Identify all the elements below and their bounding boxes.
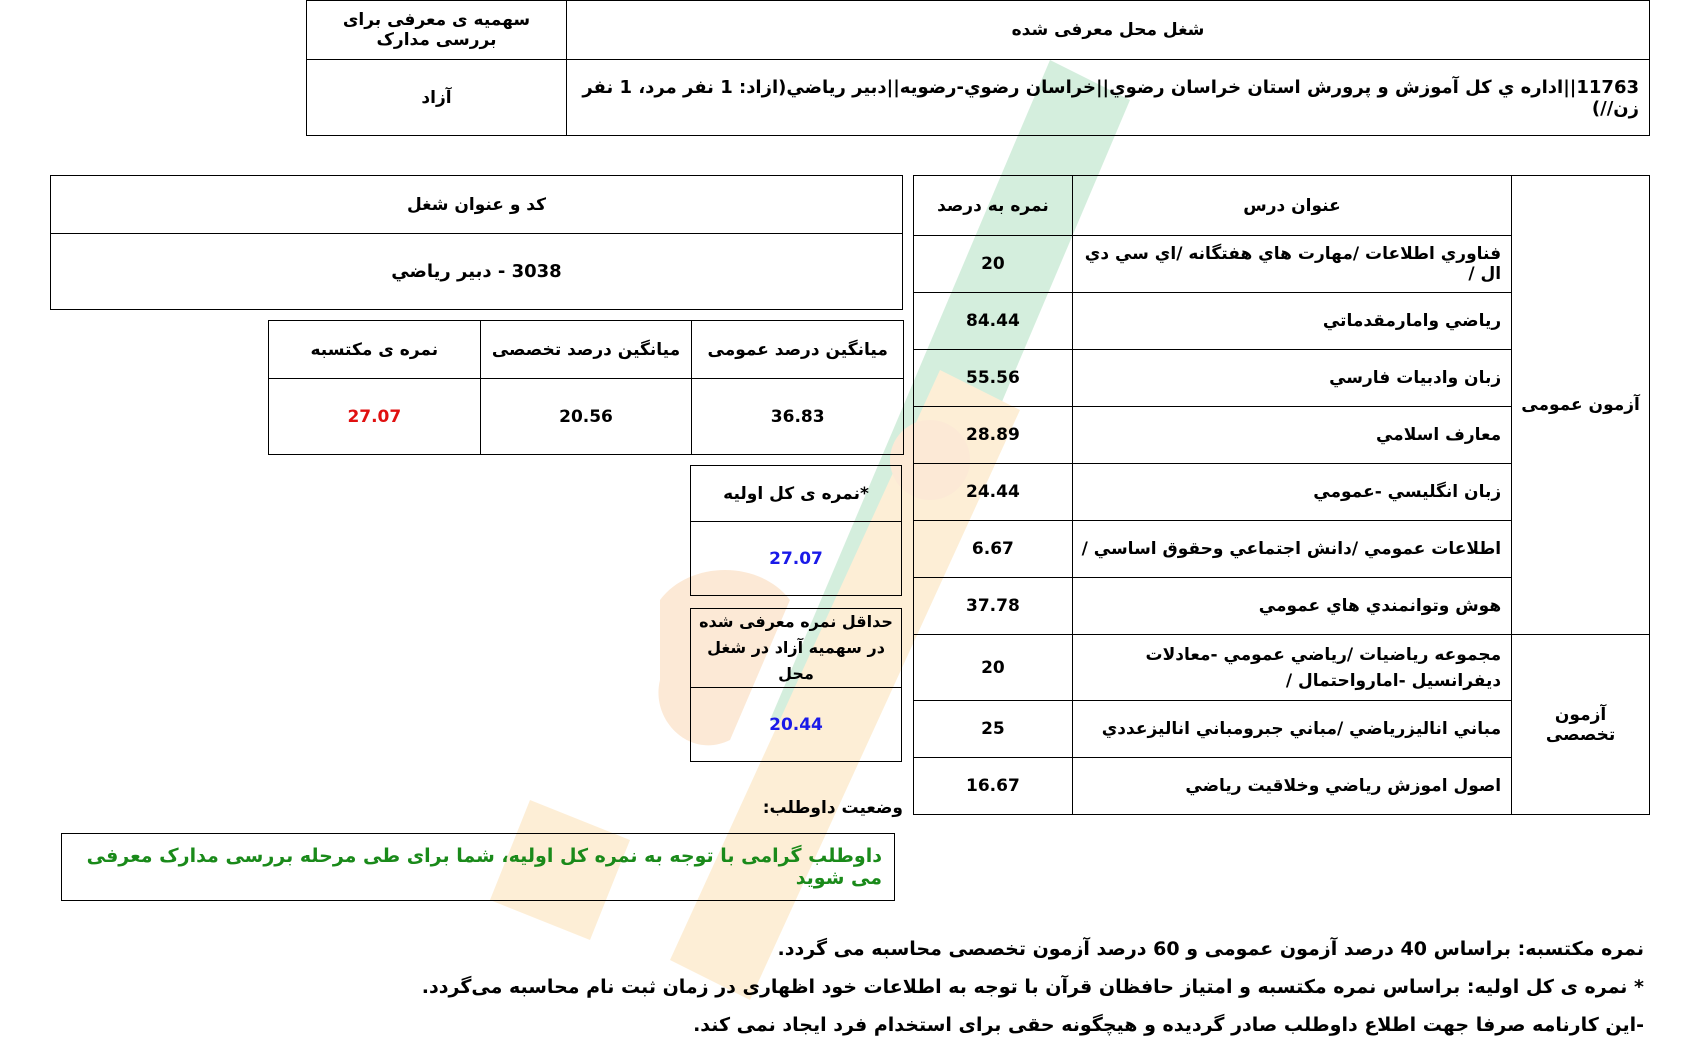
job-value: 3038 - دبير رياضي (51, 234, 903, 310)
course-score: 16.67 (914, 758, 1073, 815)
earned-score-header: نمره ی مکتسبه (269, 321, 481, 379)
placement-quota-header: سهمیه ی معرفی برای بررسی مدارک (307, 1, 567, 60)
general-average-value: 36.83 (692, 379, 904, 455)
courses-table (913, 175, 1650, 815)
course-title: اطلاعات عمومي /دانش اجتماعي وحقوق اساسي / (1072, 521, 1511, 578)
job-table (50, 175, 903, 310)
course-score: 84.44 (914, 293, 1073, 350)
min-score-header: حداقل نمره معرفی شده در سهمیه آزاد در شغل محل (691, 609, 902, 688)
general-average-header: ميانگين درصد عمومی (692, 321, 904, 379)
min-score-table (690, 608, 902, 762)
total-score-value: 27.07 (691, 522, 902, 596)
course-title: رياضي وامارمقدماتي (1072, 293, 1511, 350)
note-disclaimer: -این کارنامه صرفا جهت اطلاع داوطلب صادر گردیده و هیچگونه حقی برای استخدام فرد ایجاد نمی کند. (693, 1014, 1644, 1036)
earned-score-value: 27.07 (269, 379, 481, 455)
course-score: 37.78 (914, 578, 1073, 635)
status-message: داوطلب گرامی با توجه به نمره کل اولیه، شما برای طی مرحله بررسی مدارک معرفی می شوید (61, 833, 895, 901)
course-score: 55.56 (914, 350, 1073, 407)
course-title: اصول اموزش رياضي وخلاقيت رياضي (1072, 758, 1511, 815)
course-score: 28.89 (914, 407, 1073, 464)
min-score-value: 20.44 (691, 688, 902, 762)
notes (40, 930, 1644, 1044)
course-title: زبان انگليسي -عمومي (1072, 464, 1511, 521)
course-title-header: عنوان درس (1072, 176, 1511, 236)
course-score: 25 (914, 701, 1073, 758)
total-score-header: *نمره ی کل اولیه (691, 466, 902, 522)
course-title: مباني اناليزرياضي /مباني جبرومباني اناليزعددي (1072, 701, 1511, 758)
placement-job-header: شغل محل معرفی شده (567, 1, 1650, 60)
status-label: وضعيت داوطلب: (762, 798, 903, 818)
placement-quota-value: آزاد (307, 60, 567, 136)
course-title: هوش وتوانمندي هاي عمومي (1072, 578, 1511, 635)
course-title: زبان وادبيات فارسي (1072, 350, 1511, 407)
specialized-exam-label: آزمون تخصصی (1512, 635, 1650, 815)
specialized-average-value: 20.56 (480, 379, 692, 455)
course-score: 24.44 (914, 464, 1073, 521)
general-exam-label: آزمون عمومی (1512, 176, 1650, 635)
total-score-table (690, 465, 902, 596)
note-total-score: * نمره ی کل اولیه: براساس نمره مکتسبه و امتیاز حافظان قرآن با توجه به اطلاعات خود اظهاری در زمان ثبت نام محاسبه می‌گردد. (421, 976, 1644, 998)
course-score: 6.67 (914, 521, 1073, 578)
course-title: معارف اسلامي (1072, 407, 1511, 464)
course-score-header: نمره به درصد (914, 176, 1073, 236)
course-score: 20 (914, 236, 1073, 293)
averages-table (268, 320, 904, 455)
placement-table (306, 0, 1650, 136)
course-score: 20 (914, 635, 1073, 701)
job-header: کد و عنوان شغل (51, 176, 903, 234)
note-earned-score: نمره مکتسبه: براساس 40 درصد آزمون عمومی و 60 درصد آزمون تخصصی محاسبه می گردد. (777, 938, 1644, 960)
course-title: مجموعه رياضيات /رياضي عمومي -معادلات ديفرانسيل -امارواحتمال / (1072, 635, 1511, 701)
placement-job-value: 11763||اداره ي کل آموزش و پرورش استان خراسان رضوي||خراسان رضوي-رضويه||دبير رياضي(ازاد: 1 نفر مرد، 1 نفر زن//) (567, 60, 1650, 136)
course-title: فناوري اطلاعات /مهارت هاي هفتگانه /اي سي دي ال / (1072, 236, 1511, 293)
specialized-average-header: ميانگين درصد تخصصی (480, 321, 692, 379)
